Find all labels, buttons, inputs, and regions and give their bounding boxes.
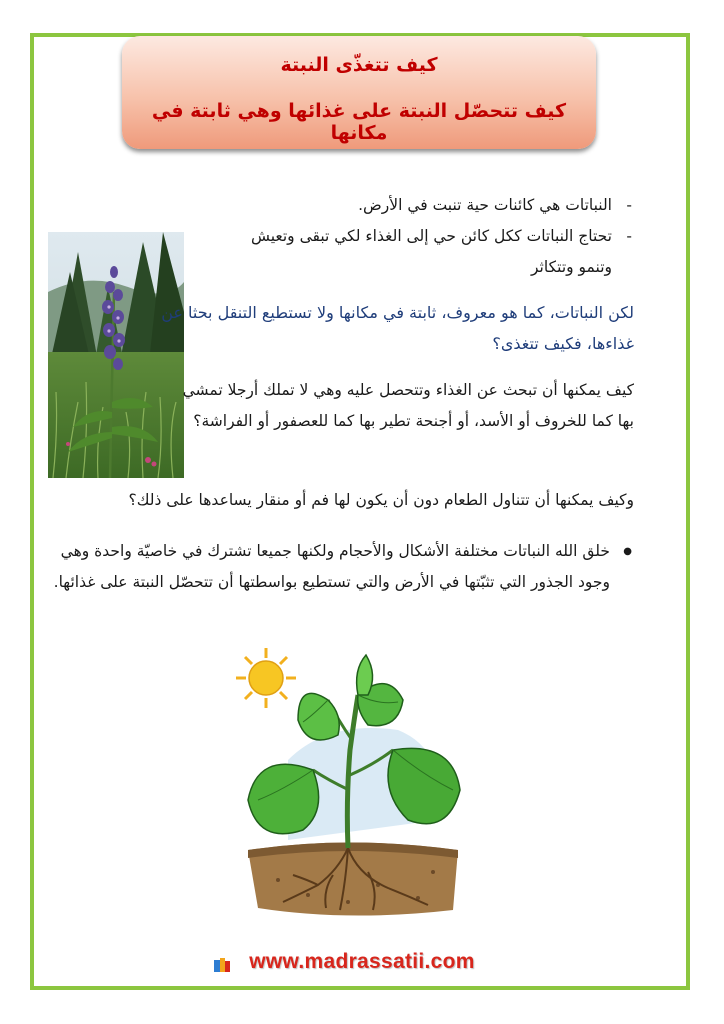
intro-list bbox=[214, 190, 634, 283]
paragraph-movement: كيف يمكنها أن تبحث عن الغذاء وتتحصل عليه وهي لا تملك أرجلا تمشي بها كما للخروف أو الأسد، أو أجنحة تطير بها كما للعصفور أو الفراشة؟ bbox=[182, 381, 634, 430]
question-paragraph: لكن النباتات، كما هو معروف، ثابتة في مكانها ولا تستطيع التنقل بحثا عن غذاءها، فكيف تتغذى؟ bbox=[161, 303, 634, 353]
sun-icon bbox=[236, 648, 296, 708]
plant-roots-illustration bbox=[228, 640, 468, 922]
title-banner bbox=[122, 36, 596, 149]
page-subtitle: كيف تتحصّل النبتة على غذائها وهي ثابتة في مكانها bbox=[151, 100, 567, 144]
bullet-list bbox=[24, 536, 634, 598]
list-item: - تحتاج النباتات ككل كائن حي إلى الغذاء لكي تبقى وتعيش وتنمو وتتكاثر bbox=[214, 221, 634, 283]
page-title: كيف تتغذّى النبتة bbox=[280, 54, 438, 76]
footer-website-link[interactable]: www.madrassatii.com bbox=[249, 950, 475, 973]
list-item: ● خلق الله النباتات مختلفة الأشكال والأحجام ولكنها جميعا تشترك في خاصيّة واحدة وهي وجود الجذور التي تثبّتها في الأرض والتي تستطيع بواسطتها أن تتحصّل النبتة على غذائها. bbox=[24, 536, 634, 598]
list-item: - النباتات هي كائنات حية تنبت في الأرض. bbox=[214, 190, 634, 221]
paragraph-eating: وكيف يمكنها أن تتناول الطعام دون أن يكون لها فم أو منقار يساعدها على ذلك؟ bbox=[128, 491, 634, 509]
